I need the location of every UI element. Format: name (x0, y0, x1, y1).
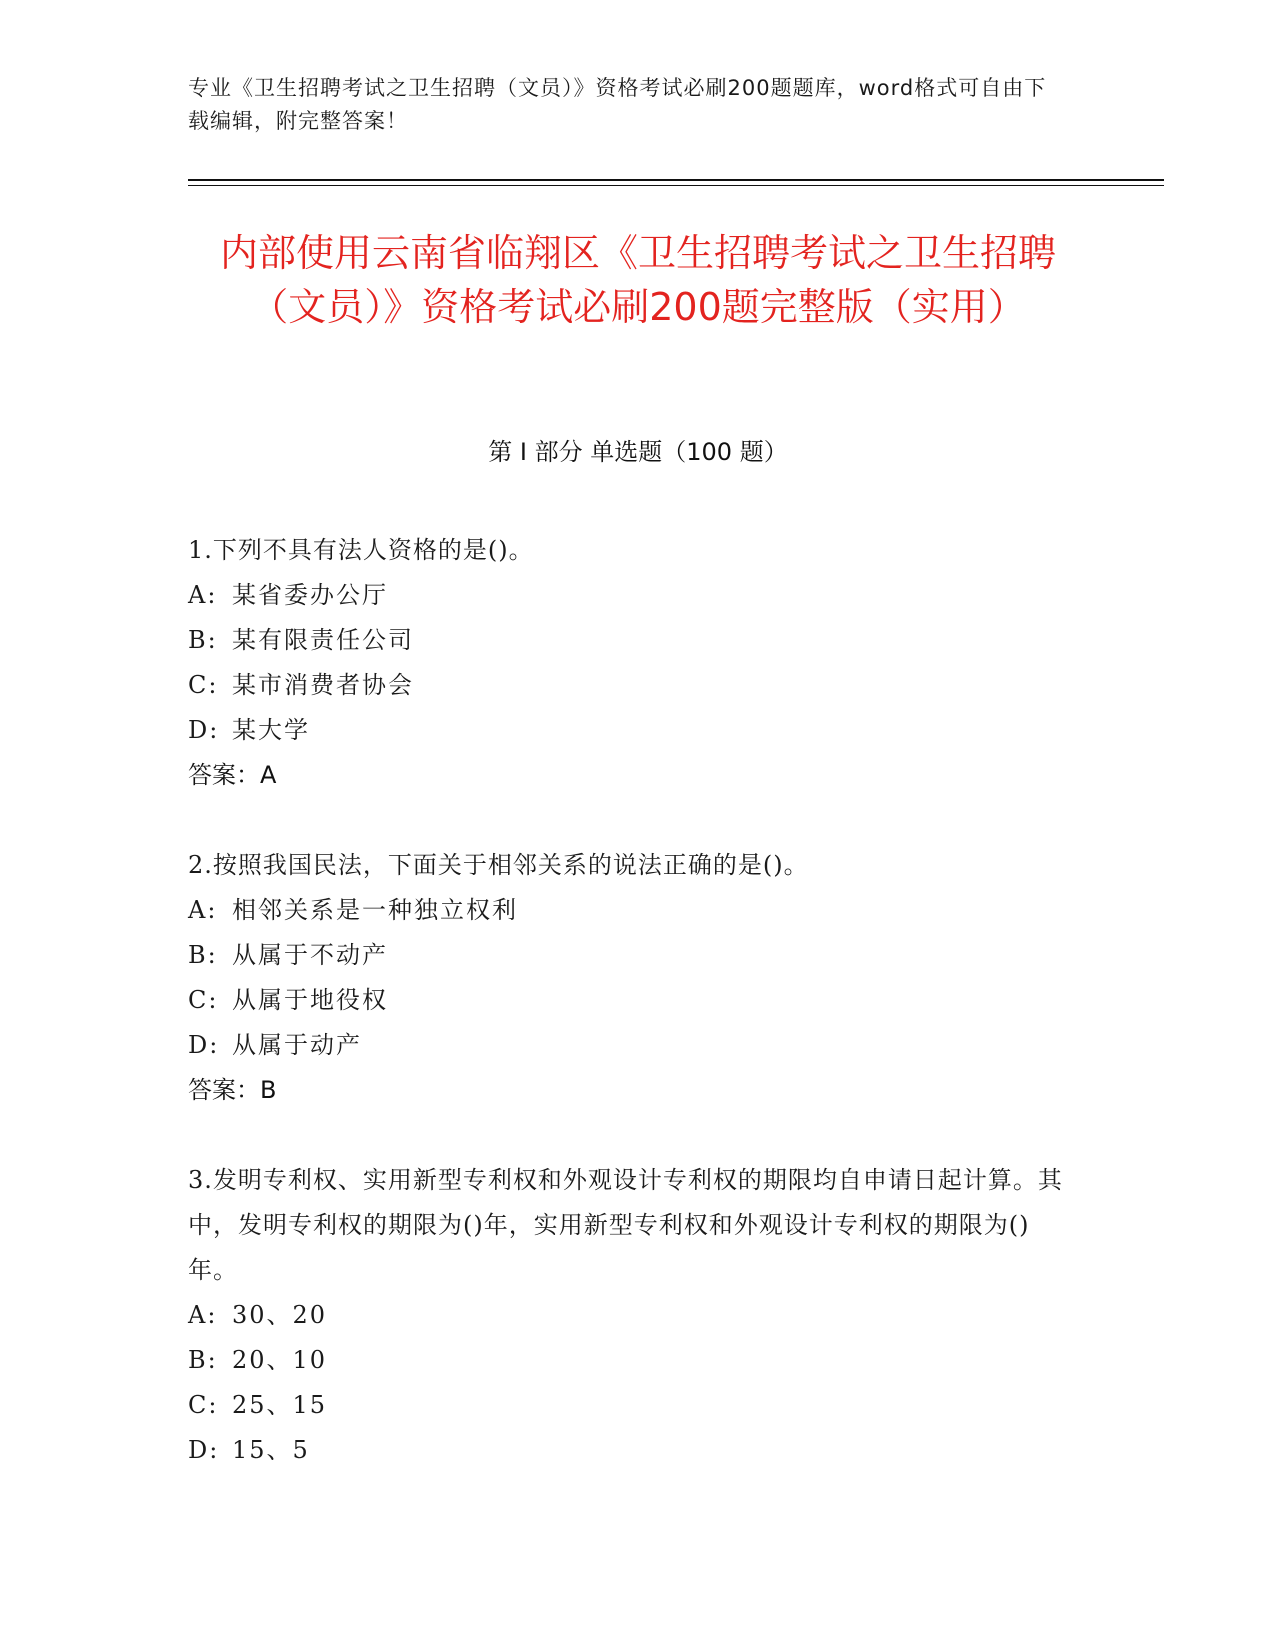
option-text: 某有限责任公司 (232, 626, 414, 654)
option-text: 某大学 (232, 716, 310, 744)
header-rule-thin (188, 185, 1164, 186)
option-b (188, 618, 1068, 663)
option-key: D: (188, 1436, 220, 1464)
question-stem: 3.发明专利权、实用新型专利权和外观设计专利权的期限均自申请日起计算。其中，发明专利权的期限为()年，实用新型专利权和外观设计专利权的期限为()年。 (188, 1166, 1063, 1284)
document-title: 内部使用云南省临翔区《卫生招聘考试之卫生招聘（文员）》资格考试必刷200题完整版（实用） (219, 231, 1056, 329)
header-note: 专业《卫生招聘考试之卫生招聘（文员）》资格考试必刷200题题库，word格式可自由下载编辑，附完整答案！ (188, 76, 1047, 133)
option-key: C: (188, 986, 219, 1014)
question-stem: 2.按照我国民法，下面关于相邻关系的说法正确的是()。 (188, 851, 809, 879)
option-text: 从属于地役权 (232, 986, 388, 1014)
option-key: D: (188, 1031, 220, 1059)
question-1 (188, 528, 1068, 798)
question-list (188, 528, 1068, 1518)
answer-line: 答案：B (188, 1076, 277, 1104)
option-key: C: (188, 1391, 219, 1419)
option-c (188, 1383, 1068, 1428)
option-key: B: (188, 626, 218, 654)
question-3 (188, 1158, 1068, 1473)
option-c (188, 663, 1068, 708)
option-text: 相邻关系是一种独立权利 (232, 896, 518, 924)
option-key: C: (188, 671, 219, 699)
option-key: A: (188, 1301, 218, 1329)
option-d (188, 708, 1068, 753)
question-stem: 1.下列不具有法人资格的是()。 (188, 536, 534, 564)
option-text: 某市消费者协会 (232, 671, 414, 699)
option-key: A: (188, 896, 218, 924)
option-d (188, 1428, 1068, 1473)
option-b (188, 1338, 1068, 1383)
option-text: 从属于不动产 (232, 941, 388, 969)
header-rule-thick (188, 179, 1164, 181)
option-text: 20、10 (232, 1346, 328, 1374)
option-a (188, 1293, 1068, 1338)
question-2 (188, 843, 1068, 1113)
option-key: B: (188, 941, 218, 969)
option-c (188, 978, 1068, 1023)
option-key: B: (188, 1346, 218, 1374)
option-text: 某省委办公厅 (232, 581, 388, 609)
option-b (188, 933, 1068, 978)
option-a (188, 573, 1068, 618)
option-key: A: (188, 581, 218, 609)
section-heading: 第 I 部分 单选题（100 题） (488, 438, 788, 466)
option-text: 15、5 (232, 1436, 310, 1464)
option-key: D: (188, 716, 220, 744)
option-d (188, 1023, 1068, 1068)
option-text: 30、20 (232, 1301, 328, 1329)
option-text: 25、15 (232, 1391, 328, 1419)
answer-line: 答案：A (188, 761, 277, 789)
option-text: 从属于动产 (232, 1031, 362, 1059)
option-a (188, 888, 1068, 933)
